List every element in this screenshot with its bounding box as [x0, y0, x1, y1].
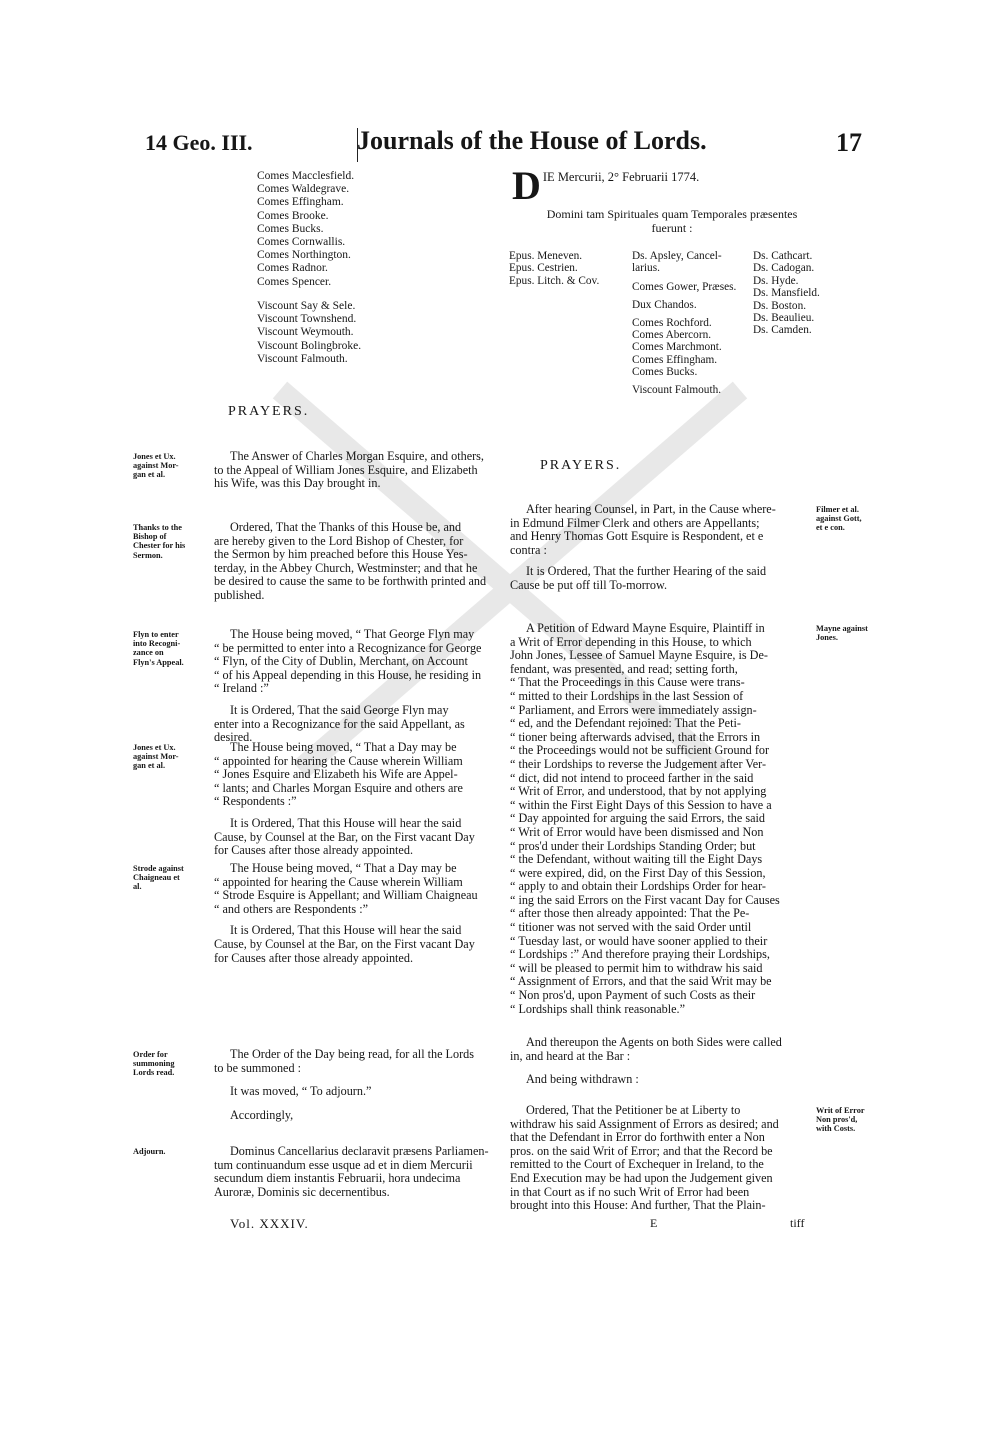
text-line: Ordered, That the Petitioner be at Liberty to [526, 1103, 741, 1117]
marginal-note-line: Lords read. [133, 1068, 175, 1078]
text-line: “ and others are Respondents :” [214, 901, 368, 916]
text-line: fendant, was presented, and read; setting forth, [510, 661, 738, 676]
marginal-note-line: et e con. [816, 523, 845, 533]
text-line: “ That the Proceedings in this Cause were trans- [510, 675, 745, 690]
entry-paragraph [510, 622, 814, 1016]
text-line: to the Appeal of William Jones Esquire, and Elizabeth [214, 462, 478, 477]
baron-name: Ds. Cathcart. [753, 250, 813, 262]
baron-name: Ds. Beaulieu. [753, 312, 815, 325]
text-line: terday, in the Abbey Church, Westminster; and that he [214, 560, 478, 575]
text-line: And being withdrawn : [526, 1072, 639, 1087]
marginal-note [133, 630, 213, 667]
marginal-note [133, 1050, 213, 1078]
text-line: “ lants; and Charles Morgan Esquire and others are [214, 780, 463, 795]
entry-paragraph [214, 862, 492, 965]
marginal-note-line: Bishop of [133, 532, 167, 542]
viscount-name: Viscount Falmouth. [257, 352, 348, 365]
lord-name: larius. [632, 262, 660, 275]
marginal-note-line: Chester for his [133, 541, 186, 551]
text-line: in, and heard at the Bar : [510, 1048, 631, 1063]
text-line: and Henry Thomas Gott Esquire is Respondent, et e [510, 529, 764, 544]
text-line: “ Respondents :” [214, 794, 297, 809]
text-line: “ appointed for hearing the Cause wherein William [214, 874, 463, 889]
text-line: “ Writ of Error, and understood, that by not applying [510, 784, 767, 799]
text-line: “ Strode Esquire is Appellant; and William Chaigneau [214, 888, 478, 903]
gathering-signature: E [650, 1216, 658, 1230]
drop-cap: D [512, 163, 541, 208]
day-heading [512, 163, 842, 208]
text-line: be desired to cause the same to be forthwith printed and [214, 574, 487, 589]
text-line: a Writ of Error depending in this House, to which [510, 634, 752, 649]
lord-name: Comes Bucks. [257, 222, 324, 235]
marginal-note-line: Jones et Ux. [133, 452, 176, 461]
marginal-note-line: Mayne against [816, 624, 868, 633]
marginal-note [816, 1106, 876, 1134]
lord-name: Comes Radnor. [257, 262, 328, 275]
prayers-heading-right: PRAYERS. [540, 458, 622, 473]
text-line: “ Parliament, and Errors were immediately assign- [510, 702, 757, 717]
viscount-name: Viscount Weymouth. [257, 326, 354, 339]
marginal-note-line: gan et al. [133, 761, 166, 771]
viscount-name: Viscount Say & Sele. [257, 300, 356, 312]
text-line: “ their Lordships to reverse the Judgement after Ver- [510, 756, 767, 771]
marginal-note-line: against Mor- [133, 752, 179, 762]
lord-name: Comes Effingham. [632, 353, 718, 366]
text-line: contra : [510, 542, 547, 557]
text-line: are hereby given to the Lord Bishop of Chester, for [214, 533, 464, 548]
baron-name: Ds. Cadogan. [753, 262, 815, 275]
text-line: The House being moved, “ That a Day may be [230, 861, 457, 875]
text-line: the Sermon by him preached before this House Yes- [214, 547, 468, 562]
text-line: The Order of the Day being read, for all the Lords [230, 1047, 474, 1061]
text-line: for Causes after those already appointed. [214, 950, 413, 965]
marginal-note-line: Order for [133, 1050, 168, 1059]
text-line: pros. on the said Writ of Error; and that the Record be [510, 1143, 773, 1158]
text-line: remitted to the Court of Exchequer in Ireland, to the [510, 1157, 764, 1172]
marginal-note-line: into Recogni- [133, 639, 181, 649]
text-line: Ordered, That the Thanks of this House be, and [230, 520, 462, 534]
marginal-note-line: zance on [133, 648, 164, 658]
lord-name: Comes Gower, Præses. [632, 280, 737, 293]
baron-name: Ds. Camden. [753, 324, 812, 337]
bishop-name: Epus. Cestrien. [509, 262, 578, 275]
text-line: “ tioner being afterwards advised, that the Errors in [510, 729, 761, 744]
text-line: “ Day appointed for arguing the said Errors, the said [510, 811, 765, 826]
lord-name: Comes Macclesfield. [257, 170, 355, 182]
text-line: The House being moved, “ That George Flyn may [230, 627, 475, 641]
text-line: in Edmund Filmer Clerk and others are Appellants; [510, 515, 760, 530]
text-line: A Petition of Edward Mayne Esquire, Plaintiff in [526, 621, 765, 635]
marginal-note-line: Writ of Error [816, 1106, 865, 1115]
lord-name: Comes Marchmont. [632, 341, 722, 354]
text-line: The Answer of Charles Morgan Esquire, and others, [230, 449, 484, 463]
text-line: in that Court as if no such Writ of Error had been [510, 1184, 750, 1199]
text-line: “ Writ of Error would have been dismissed and Non [510, 824, 764, 839]
text-line: The House being moved, “ That a Day may be [230, 740, 457, 754]
text-line: “ Flyn, of the City of Dublin, Merchant, on Account [214, 654, 468, 669]
lord-name: Comes Rochford. [632, 316, 712, 329]
left-lords-list [257, 170, 354, 289]
text-line: secundum diem instantis Februarii, hora undecima [214, 1171, 461, 1186]
text-line: “ Lordships shall think reasonable.” [510, 1001, 685, 1016]
text-line: “ the Proceedings would not be sufficient Ground for [510, 743, 770, 758]
text-line: It is Ordered, That this House will hear the said [230, 815, 462, 830]
lord-name: Ds. Apsley, Cancel- [632, 250, 722, 262]
lord-name: Comes Abercorn. [632, 329, 712, 342]
marginal-note [133, 523, 213, 560]
text-line: It is Ordered, That this House will hear the said [230, 923, 462, 938]
entry-paragraph [510, 503, 814, 593]
barons-list [753, 250, 820, 337]
text-line: brought into this House: And further, That the Plain- [510, 1198, 766, 1213]
text-line: “ dict, did not intend to proceed farther in the said [510, 770, 754, 785]
bishops-list [509, 250, 599, 287]
marginal-note [816, 505, 876, 533]
volume-signature: Vol. XXXIV. [230, 1216, 309, 1231]
lord-name: Viscount Falmouth. [632, 383, 722, 396]
text-line: Accordingly, [230, 1107, 294, 1122]
text-line: withdraw his said Assignment of Errors as desired; and [510, 1116, 779, 1131]
text-line: Dominus Cancellarius declaravit præsens Parliamen- [230, 1144, 489, 1158]
text-line: “ be permitted to enter into a Recognizance for George [214, 640, 482, 655]
text-line: “ of his Appeal depending in this House, he residing in [214, 667, 482, 682]
left-viscounts-list [257, 300, 361, 366]
marginal-note-line: Non pros'd, [816, 1115, 858, 1125]
marginal-note [133, 1147, 213, 1156]
text-line: “ pros'd under their Lordships Standing Order; but [510, 838, 756, 853]
entry-paragraph [214, 1145, 492, 1199]
viscount-name: Viscount Townshend. [257, 313, 357, 326]
marginal-note-line: Jones et Ux. [133, 743, 176, 752]
text-line: “ were expired, did, on the First Day of this Session, [510, 865, 766, 880]
marginal-note-line: Sermon. [133, 550, 163, 560]
text-line: And thereupon the Agents on both Sides were called [526, 1035, 782, 1049]
text-line: “ within the First Eight Days of this Session to have a [510, 797, 772, 812]
entry-paragraph [214, 521, 492, 603]
lord-name: Dux Chandos. [632, 299, 697, 312]
text-line: that the Defendant in Error do forthwith enter a Non [510, 1130, 765, 1145]
text-line: “ Jones Esquire and Elizabeth his Wife are Appel- [214, 767, 458, 782]
lord-name: Comes Spencer. [257, 275, 332, 288]
baron-name: Ds. Mansfield. [753, 287, 820, 300]
text-line: enter into a Recognizance for the said Appellant, as [214, 716, 465, 731]
lord-name: Comes Northington. [257, 249, 351, 262]
text-line: Cause, by Counsel at the Bar, on the First vacant Day [214, 936, 475, 951]
entry-paragraph [214, 741, 492, 858]
text-line: “ Tuesday last, or would have sooner applied to their [510, 933, 768, 948]
text-line: his Wife, was this Day brought in. [214, 476, 381, 491]
text-line: to be summoned : [214, 1060, 301, 1075]
marginal-note-line: Chaigneau et [133, 873, 180, 883]
marginal-note-line: al. [133, 882, 142, 892]
regnal-year: 14 Geo. III. [145, 130, 253, 155]
text-line: “ will be pleased to permit him to withdraw his said [510, 960, 763, 975]
text-line: “ mitted to their Lordships in the last Session of [510, 688, 744, 703]
text-line: “ Non pros'd, upon Payment of such Costs as their [510, 988, 756, 1003]
lord-name: Comes Effingham. [257, 196, 344, 209]
marginal-note-line: against Mor- [133, 461, 179, 471]
entry-paragraph [214, 1048, 492, 1122]
middle-lords-list [632, 250, 736, 396]
text-line: Cause, by Counsel at the Bar, on the First vacant Day [214, 829, 475, 844]
marginal-note [133, 864, 213, 892]
marginal-note-line: summoning [133, 1059, 175, 1069]
marginal-note-line: Flyn's Appeal. [133, 657, 184, 667]
entry-paragraph [214, 628, 492, 745]
text-line: published. [214, 587, 265, 602]
entry-paragraph [510, 1036, 814, 1087]
baron-name: Ds. Hyde. [753, 274, 799, 287]
lord-name: Comes Brooke. [257, 209, 329, 222]
catchword: tiff [790, 1216, 805, 1230]
marginal-note-line: gan et al. [133, 470, 166, 480]
marginal-note [133, 743, 213, 771]
baron-name: Ds. Boston. [753, 299, 807, 312]
journal-title: Journals of the House of Lords. [357, 126, 707, 155]
text-line: desired. [214, 730, 253, 745]
viscount-name: Viscount Bolingbroke. [257, 339, 362, 352]
marginal-note-line: Strode against [133, 864, 184, 873]
page-number: 17 [836, 128, 862, 157]
running-head [0, 126, 992, 166]
text-line: “ ing the said Errors on the First vacant Day for Causes [510, 892, 780, 907]
text-line: “ the Defendant, without waiting till the Eight Days [510, 852, 763, 867]
marginal-note-line: with Costs. [816, 1124, 856, 1134]
text-line: “ Ireland :” [214, 681, 269, 696]
bishop-name: Epus. Litch. & Cov. [509, 274, 600, 287]
text-line: It is Ordered, That the further Hearing of the said [526, 564, 767, 579]
text-line: “ appointed for hearing the Cause wherein William [214, 753, 463, 768]
marginal-note-line: Adjourn. [133, 1147, 166, 1156]
text-line: Cause be put off till To-morrow. [510, 577, 667, 592]
bishop-name: Epus. Meneven. [509, 250, 583, 262]
text-line: After hearing Counsel, in Part, in the Cause where- [526, 502, 776, 516]
day-date: IE Mercurii, 2° Februarii 1774. [542, 170, 700, 184]
text-line: “ Assignment of Errors, and that the said Writ may be [510, 974, 772, 989]
prayers-heading-left: PRAYERS. [228, 404, 310, 419]
marginal-note-line: Filmer et al. [816, 505, 859, 514]
text-line: Auroræ, Dominis sic decernentibus. [214, 1184, 390, 1199]
marginal-note-line: against Gott, [816, 514, 862, 524]
text-line: John Jones, Lessee of Samuel Mayne Esquire, is De- [510, 648, 768, 663]
lord-name: Comes Cornwallis. [257, 236, 346, 249]
marginal-note-line: Thanks to the [133, 523, 182, 532]
marginal-note [133, 452, 213, 480]
lord-name: Comes Waldegrave. [257, 183, 350, 196]
text-line: “ apply to and obtain their Lordships Order for hear- [510, 879, 766, 894]
entry-paragraph [510, 1104, 814, 1213]
marginal-note [816, 624, 876, 642]
text-line: “ Lordships :” And therefore praying their Lordships, [510, 947, 770, 962]
text-line: It is Ordered, That the said George Flyn may [230, 702, 449, 717]
entry-paragraph [214, 450, 492, 491]
text-line: “ ed, and the Defendant rejoined: That the Peti- [510, 716, 741, 731]
text-line: “ titioner was not served with the said Order until [510, 920, 752, 935]
text-line: “ after those then already appointed: That the Pe- [510, 906, 750, 921]
marginal-note-line: Jones. [816, 633, 838, 643]
domini-statement: Domini tam Spirituales quam Temporales præsentes fuerunt : [546, 207, 798, 235]
text-line: It was moved, “ To adjourn.” [230, 1084, 372, 1099]
lord-name: Comes Bucks. [632, 366, 698, 379]
marginal-note-line: Flyn to enter [133, 630, 179, 639]
text-line: tum continuandum esse usque ad et in diem Mercurii [214, 1157, 473, 1172]
text-line: for Causes after those already appointed. [214, 843, 413, 858]
text-line: End Execution may be had upon the Judgement given [510, 1170, 773, 1185]
